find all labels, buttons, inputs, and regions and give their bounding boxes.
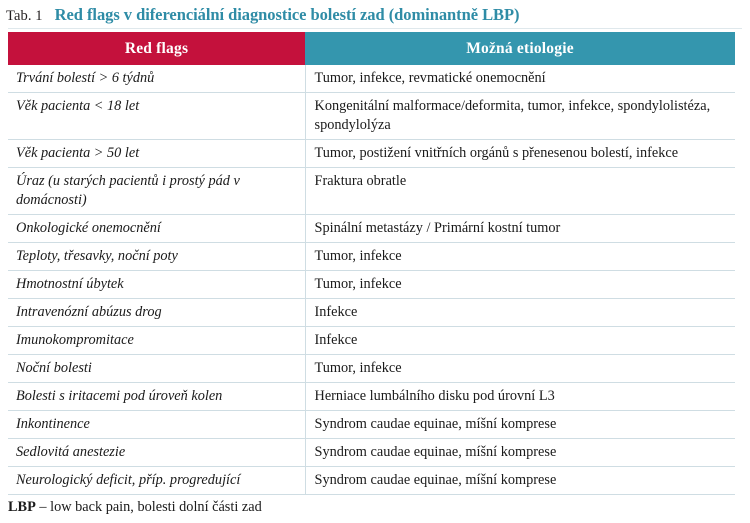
table-row <box>8 411 735 439</box>
table-footnote <box>0 495 750 516</box>
cell-etiology: Syndrom caudae equinae, míšní komprese <box>305 411 735 439</box>
cell-etiology: Kongenitální malformace/deformita, tumor, infekce, spondylolistéza, spondylolýza <box>305 93 735 140</box>
table-row <box>8 383 735 411</box>
table-container <box>8 32 735 495</box>
table-header <box>8 32 735 65</box>
cell-etiology: Herniace lumbálního disku pod úrovní L3 <box>305 383 735 411</box>
cell-etiology: Infekce <box>305 299 735 327</box>
cell-red-flag: Noční bolesti <box>8 355 305 383</box>
cell-etiology: Tumor, postižení vnitřních orgánů s přenesenou bolestí, infekce <box>305 140 735 168</box>
table-row <box>8 243 735 271</box>
cell-etiology: Syndrom caudae equinae, míšní komprese <box>305 467 735 495</box>
cell-red-flag: Trvání bolestí > 6 týdnů <box>8 65 305 93</box>
cell-red-flag: Teploty, třesavky, noční poty <box>8 243 305 271</box>
cell-etiology: Tumor, infekce <box>305 355 735 383</box>
table-row <box>8 439 735 467</box>
cell-red-flag: Neurologický deficit, příp. progredující <box>8 467 305 495</box>
table-row <box>8 271 735 299</box>
cell-etiology: Tumor, infekce <box>305 243 735 271</box>
cell-etiology: Fraktura obratle <box>305 168 735 215</box>
cell-etiology: Spinální metastázy / Primární kostní tumor <box>305 215 735 243</box>
table-row <box>8 327 735 355</box>
table-body <box>8 65 735 495</box>
cell-red-flag: Bolesti s iritacemi pod úroveň kolen <box>8 383 305 411</box>
table-row <box>8 215 735 243</box>
cell-red-flag: Inkontinence <box>8 411 305 439</box>
cell-red-flag: Úraz (u starých pacientů i prostý pád v domácnosti) <box>8 168 305 215</box>
cell-etiology: Infekce <box>305 327 735 355</box>
cell-red-flag: Onkologické onemocnění <box>8 215 305 243</box>
cell-etiology: Tumor, infekce, revmatické onemocnění <box>305 65 735 93</box>
table-row <box>8 168 735 215</box>
table-row <box>8 140 735 168</box>
cell-red-flag: Sedlovitá anestezie <box>8 439 305 467</box>
table-row <box>8 299 735 327</box>
cell-etiology: Tumor, infekce <box>305 271 735 299</box>
cell-red-flag: Hmotnostní úbytek <box>8 271 305 299</box>
caption-title: Red flags v diferenciální diagnostice bolestí zad (dominantně LBP) <box>54 5 520 24</box>
cell-red-flag: Věk pacienta > 50 let <box>8 140 305 168</box>
table-row <box>8 355 735 383</box>
column-header-red-flags: Red flags <box>8 32 305 65</box>
cell-red-flag: Imunokompromitace <box>8 327 305 355</box>
red-flags-table <box>8 32 735 495</box>
footnote-abbreviation: LBP <box>8 499 36 515</box>
cell-red-flag: Intravenózní abúzus drog <box>8 299 305 327</box>
cell-red-flag: Věk pacienta < 18 let <box>8 93 305 140</box>
column-header-etiology: Možná etiologie <box>305 32 735 65</box>
table-row <box>8 467 735 495</box>
caption-divider <box>8 28 742 29</box>
cell-etiology: Syndrom caudae equinae, míšní komprese <box>305 439 735 467</box>
table-header-row <box>8 32 735 65</box>
table-row <box>8 93 735 140</box>
caption-label: Tab. 1 <box>6 8 43 24</box>
table-row <box>8 65 735 93</box>
footnote-text: – low back pain, bolesti dolní části zad <box>35 499 262 515</box>
figure-caption <box>0 0 750 22</box>
